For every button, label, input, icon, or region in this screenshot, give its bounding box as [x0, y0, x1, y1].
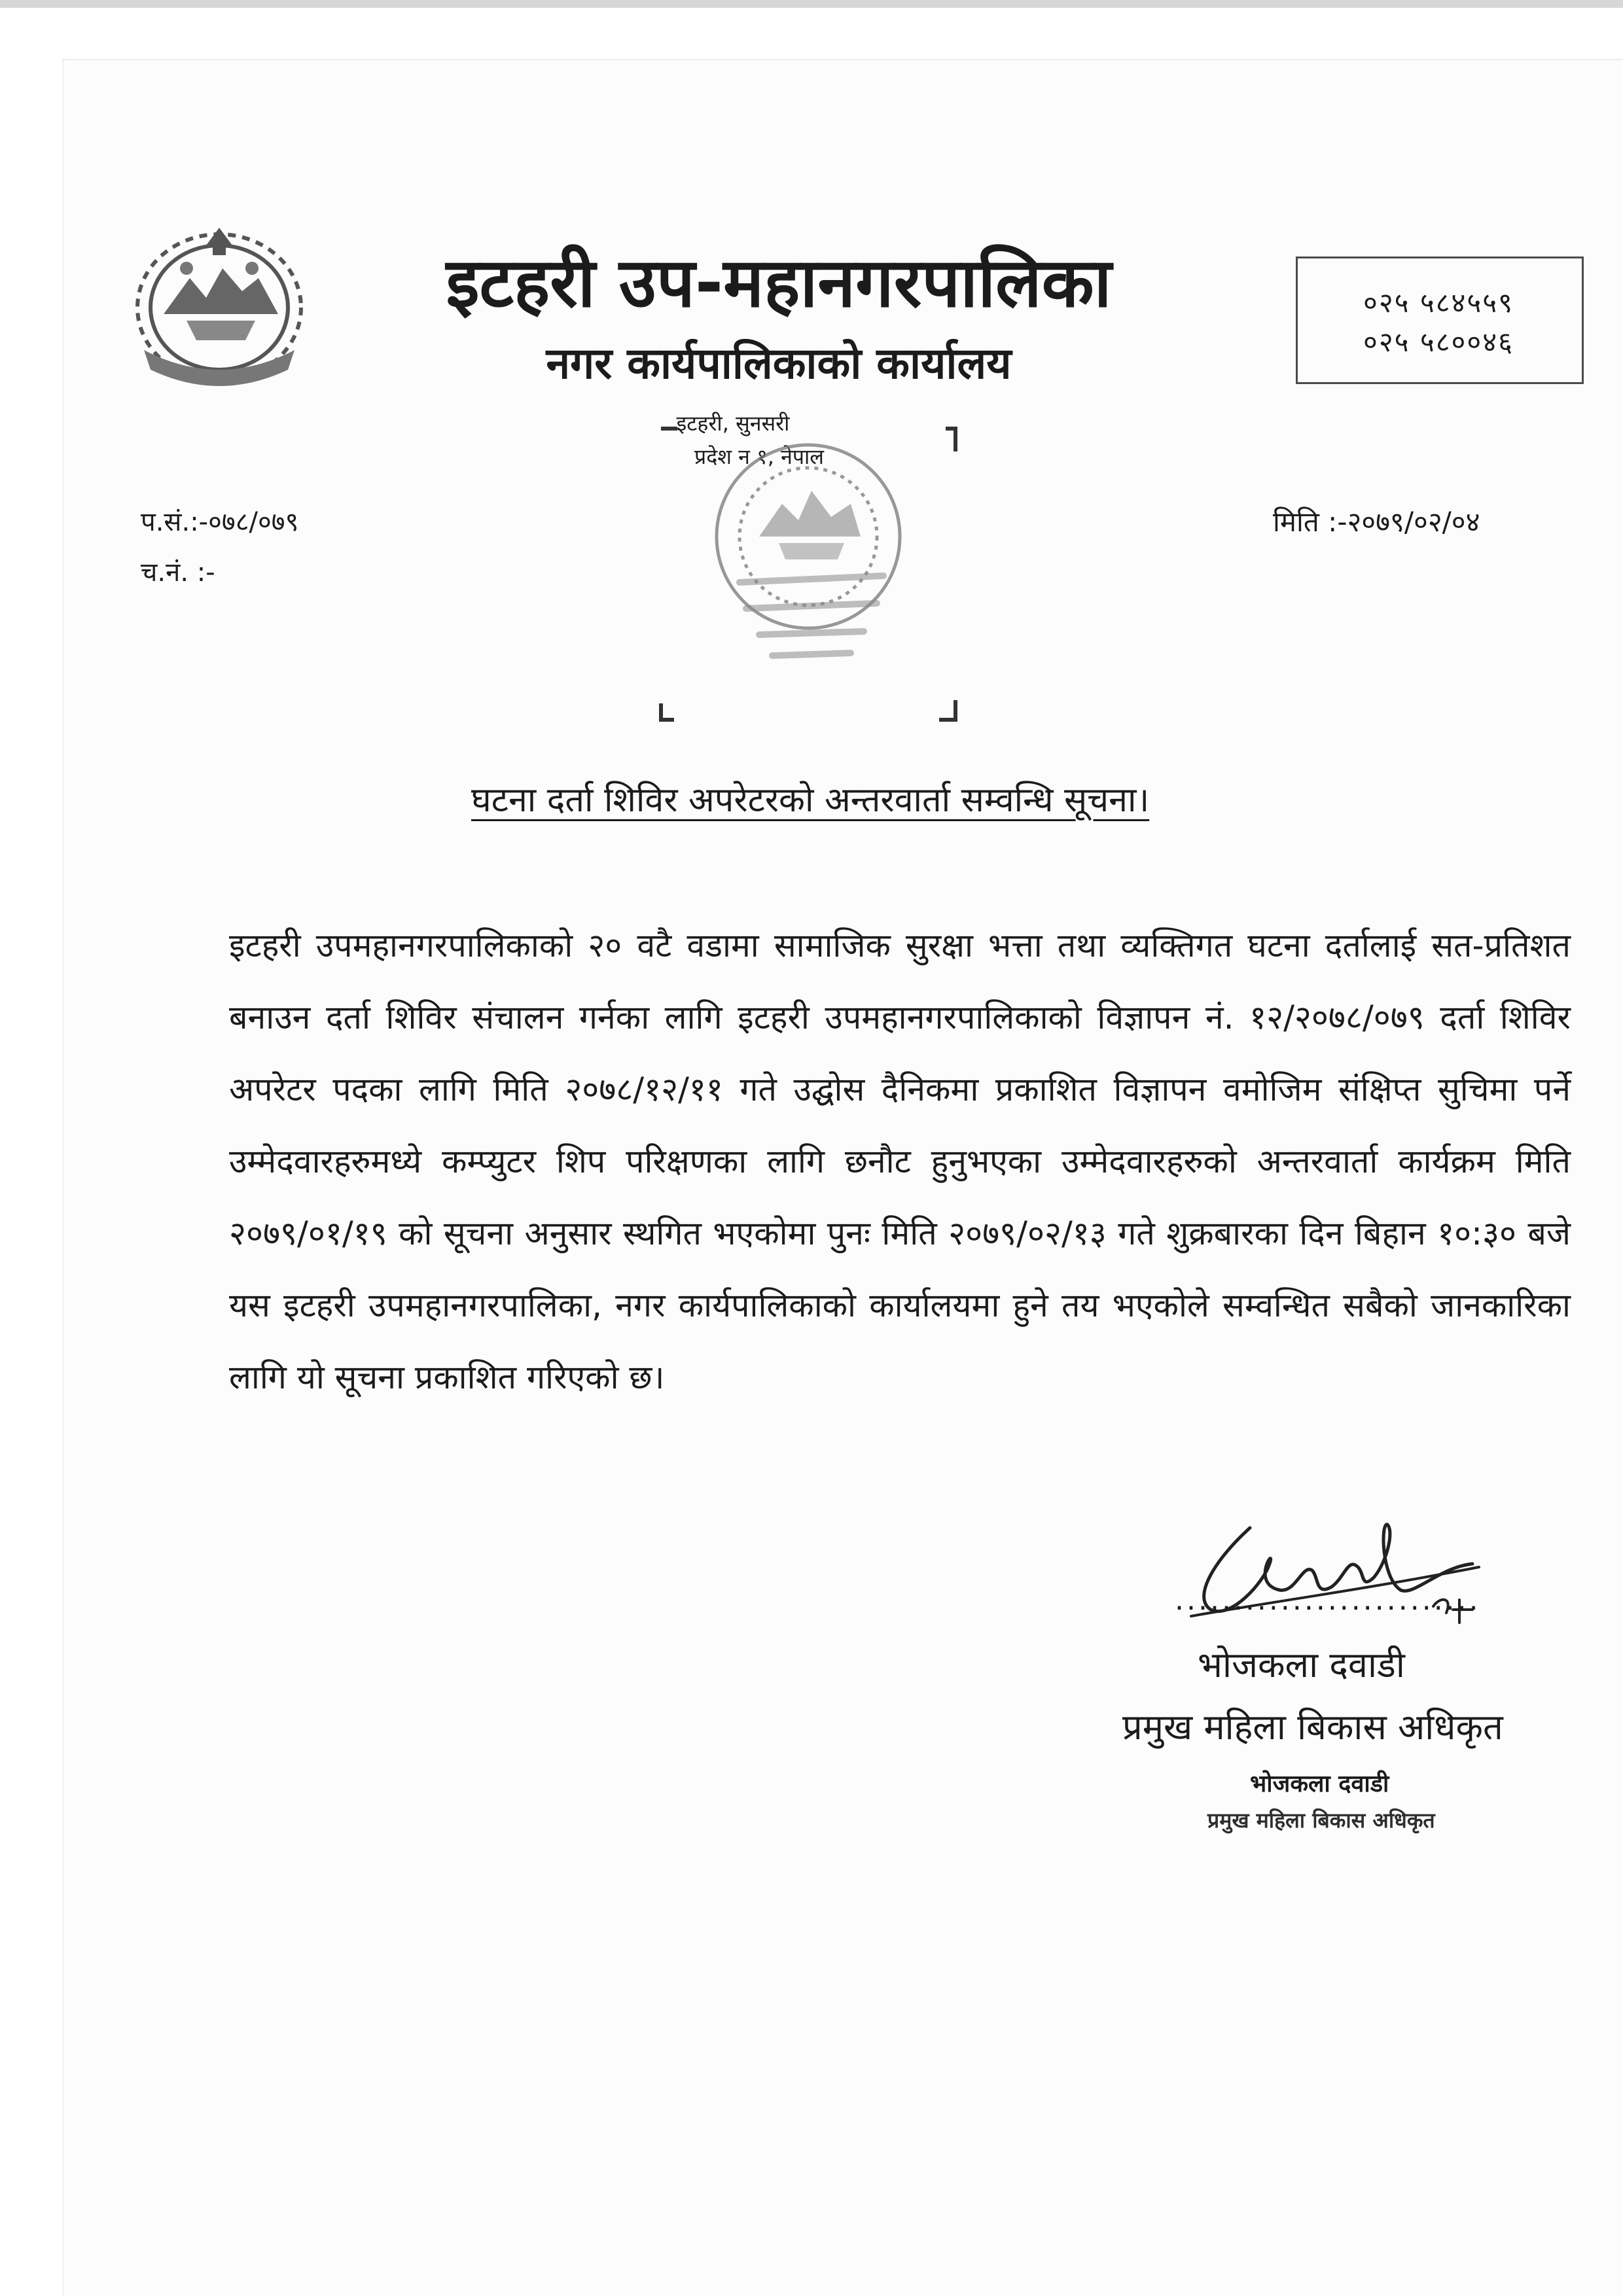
address-city: इटहरी, सुनसरी [676, 411, 790, 436]
office-subtitle: नगर कार्यपालिकाको कार्यालय [546, 338, 1012, 389]
letter-date: मिति :-२०७९/०२/०४ [1273, 506, 1480, 538]
signatory-name: भोजकला दवाडी [1198, 1644, 1405, 1686]
office-seal-icon [648, 412, 975, 739]
nepal-emblem-icon [124, 216, 314, 393]
scan-top-edge [0, 0, 1623, 8]
phone-number-1: ०२५ ५८४५५९ [1363, 287, 1514, 319]
reference-number: प.सं.:-०७८/०७९ [141, 507, 299, 537]
notice-body: इटहरी उपमहानगरपालिकाको २० वटै वडामा सामाजिक सुरक्षा भत्ता तथा व्यक्तिगत घटना दर्तालाई सत-प्रतिशत बनाउन दर्ता शिविर संचालन गर्नका लागि इटहरी उपमहानगरपालिकाको विज्ञापन नं. १२/२०७८/०७९ दर्ता शिविर अपरेटर पदका लागि मिति २०७८/१२/११ गते उद्घोस दैनिकमा प्रकाशित विज्ञापन वमोजिम संक्षिप्त सुचिमा पर्ने उम्मेदवारहरुमध्ये कम्प्युटर शिप परिक्षणका लागि छनौट हुनुभएका उम्मेदवारहरुको अन्तरवार्ता कार्यक्रम मिति २०७९/०१/१९ को सूचना अनुसार स्थगित भएकोमा पुनः मिति २०७९/०२/१३ गते शुक्रबारका दिन बिहान १०:३० बजे यस इटहरी उपमहानगरपालिका, नगर कार्यपालिकाको कार्यालयमा हुने तय भएकोले सम्वन्धित सबैको जानकारिका लागि यो सूचना प्रकाशित गरिएको छ। [229, 927, 1571, 1396]
stamp-signatory-designation: प्रमुख महिला बिकास अधिकृत [1207, 1808, 1435, 1833]
address-province: प्रदेश न १, नेपाल [694, 444, 824, 469]
signature-line: .......................... [1175, 1583, 1481, 1617]
phone-box [1296, 256, 1584, 384]
signatory-designation: प्रमुख महिला बिकास अधिकृत [1122, 1706, 1503, 1748]
stamp-signatory-name: भोजकला दवाडी [1250, 1771, 1389, 1797]
notice-subject: घटना दर्ता शिविर अपरेटरको अन्तरवार्ता सम्वन्धि सूचना। [471, 781, 1150, 820]
municipality-title: इटहरी उप-महानगरपालिका [446, 243, 1112, 323]
phone-number-2: ०२५ ५८००४६ [1363, 326, 1514, 358]
dispatch-number: च.नं. :- [141, 557, 215, 588]
